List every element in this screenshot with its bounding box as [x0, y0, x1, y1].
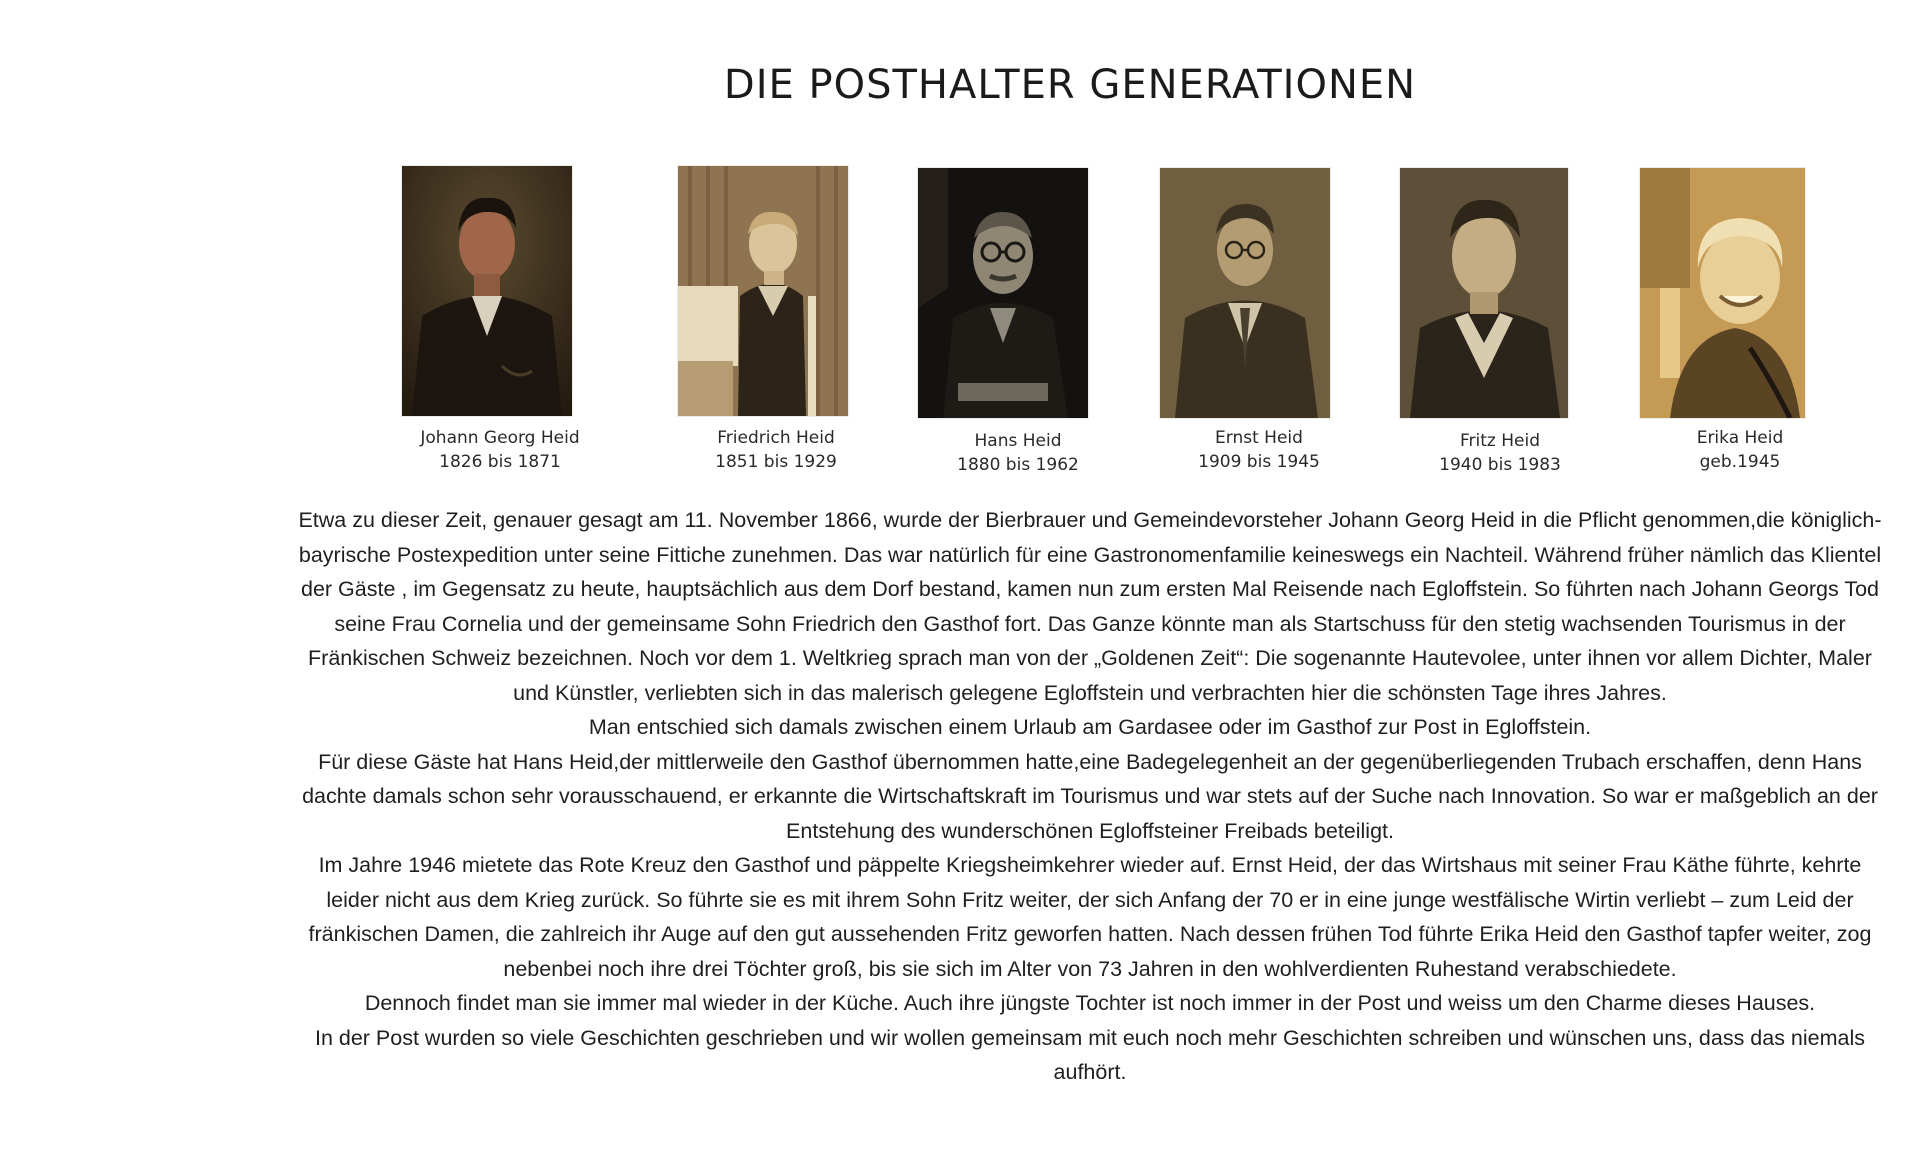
portrait-hans-heid	[918, 168, 1088, 418]
generation-name: Johann Georg Heid	[420, 428, 580, 448]
page-title: DIE POSTHALTER GENERATIONEN	[723, 62, 1417, 108]
generation-name: Erika Heid	[1696, 428, 1784, 448]
generation-caption	[1390, 429, 1610, 477]
generation-years: geb.1945	[1699, 452, 1781, 472]
generation-name: Fritz Heid	[1459, 431, 1540, 451]
generation-caption	[666, 426, 886, 474]
generation-name: Friedrich Heid	[717, 428, 835, 448]
generation-caption	[390, 426, 610, 474]
history-paragraph: In der Post wurden so viele Geschichten geschrieben und wir wollen gemeinsam mit euch noch mehr Geschichten schreiben und wünschen uns, dass das niemals aufhört.	[314, 1025, 1866, 1084]
portrait-fritz-heid	[1400, 168, 1568, 418]
portrait-erika-heid	[1640, 168, 1805, 418]
history-paragraph: Für diese Gäste hat Hans Heid,der mittlerweile den Gasthof übernommen hatte,eine Badegelegenheit an der gegenüberliegenden Trubach erschaffen, denn Hans dachte damals schon sehr vorausschauend, er erkannte die Wirtschaftskraft im Tourismus und war stets auf der Suche nach Innovation. So war er maßgeblich an der Entstehung des wunderschönen Egloffsteiner Freibads beteiligt.	[302, 749, 1878, 843]
generation-caption	[1149, 426, 1369, 474]
portrait-friedrich-heid	[678, 166, 848, 416]
generation-caption	[908, 429, 1128, 477]
portrait-johann-georg-heid	[402, 166, 572, 416]
generation-years: 1940 bis 1983	[1439, 455, 1561, 475]
generation-years: 1880 bis 1962	[957, 455, 1079, 475]
generation-name: Ernst Heid	[1215, 428, 1303, 448]
history-paragraph: Im Jahre 1946 mietete das Rote Kreuz den Gasthof und päppelte Kriegsheimkehrer wieder auf. Ernst Heid, der das Wirtshaus mit seiner Frau Käthe führte, kehrte leider nicht aus dem Krieg zurück. So führte sie es mit ihrem Sohn Fritz weiter, der sich Anfang der 70 er in eine junge westfälische Wirtin verliebt – zum Leid der fränkischen Damen, die zahlreich ihr Auge auf den gut aussehenden Fritz geworfen hatten. Nach dessen frühen Tod führte Erika Heid den Gasthof tapfer weiter, zog nebenbei noch ihre drei Töchter groß, bis sie sich im Alter von 73 Jahren in den wohlverdienten Ruhestand verabschiedete.	[308, 853, 1872, 981]
history-paragraph: Man entschied sich damals zwischen einem Urlaub am Gardasee oder im Gasthof zur Post in Egloffstein.	[588, 715, 1592, 739]
history-text	[290, 503, 1890, 1090]
generation-years: 1851 bis 1929	[715, 452, 837, 472]
generation-years: 1826 bis 1871	[439, 452, 561, 472]
generation-name: Hans Heid	[974, 431, 1062, 451]
history-paragraph: Dennoch findet man sie immer mal wieder in der Küche. Auch ihre jüngste Tochter ist noch immer in der Post und weiss um den Charme dieses Hauses.	[364, 991, 1816, 1015]
generation-years: 1909 bis 1945	[1198, 452, 1320, 472]
portrait-ernst-heid	[1160, 168, 1330, 418]
history-paragraph: Etwa zu dieser Zeit, genauer gesagt am 11. November 1866, wurde der Bierbrauer und Gemeindevorsteher Johann Georg Heid in die Pflicht genommen,die königlich-bayrische Postexpedition unter seine Fittiche zunehmen. Das war natürlich für eine Gastronomenfamilie keineswegs ein Nachteil. Während früher nämlich das Klientel der Gäste , im Gegensatz zu heute, hauptsächlich aus dem Dorf bestand, kamen nun zum ersten Mal Reisende nach Egloffstein. So führten nach Johann Georgs Tod seine Frau Cornelia und der gemeinsame Sohn Friedrich den Gasthof fort. Das Ganze könnte man als Startschuss für den stetig wachsenden Tourismus in der Fränkischen Schweiz bezeichnen. Noch vor dem 1. Weltkrieg sprach man von der „Goldenen Zeit“: Die sogenannte Hautevolee, unter ihnen vor allem Dichter, Maler und Künstler, verliebten sich in das malerisch gelegene Egloffstein und verbrachten hier die schönsten Tage ihres Jahres.	[298, 508, 1882, 705]
generation-caption	[1630, 426, 1850, 474]
